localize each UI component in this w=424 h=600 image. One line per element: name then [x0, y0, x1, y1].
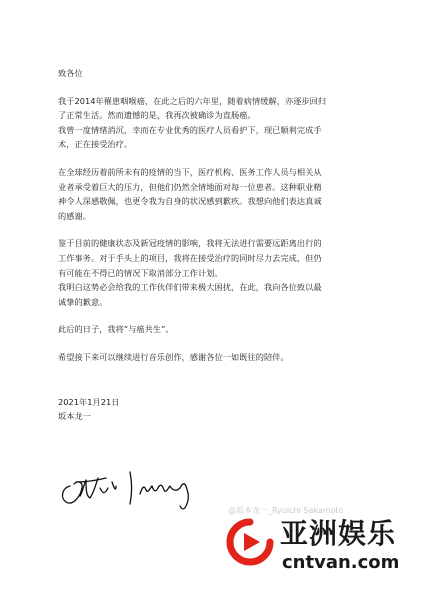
play-logo-icon [226, 518, 274, 566]
letter-author: 坂本龙一 [58, 411, 91, 422]
paragraph-line: 此后的日子，我将“与癌共生”。 [58, 324, 174, 335]
paragraph-line: 诚挚的歉意。 [58, 296, 108, 307]
paragraph-line: 我于2014年罹患咽喉癌，在此之后的六年里，随着病情缓解，亦逐步回归 [58, 95, 327, 106]
paragraph-line: 术，正在接受治疗。 [58, 139, 133, 150]
weibo-watermark: @坂本龙一_Ryuichi Sakamoto [228, 506, 344, 515]
paragraph-line: 我曾一度情绪消沉，幸而在专业优秀的医疗人员看护下，现已顺利完成手 [58, 124, 322, 135]
paragraph-line: 我明白这势必会给我的工作伙伴们带来极大困扰，在此，我向各位致以最 [58, 282, 322, 293]
paragraph-line: 鉴于目前的健康状态及新冠疫情的影响，我将无法进行需要远距离出行的 [58, 238, 322, 249]
logo-chinese-text: 亚洲娱乐 [280, 517, 397, 550]
paragraph-line: 业者承受着巨大的压力，但他们仍然全情地面对每一位患者。这种职业精 [58, 181, 322, 192]
handwritten-signature [56, 458, 216, 518]
site-logo [226, 512, 416, 582]
paragraph-line: 在全球经历着前所未有的疫情的当下，医疗机构、医务工作人员与相关从 [58, 166, 322, 177]
paragraph-line: 的感谢。 [58, 210, 91, 221]
letter-paragraph [58, 236, 388, 309]
letter-greeting: 致各位 [58, 68, 83, 78]
letter-date: 2021年1月21日 [58, 396, 120, 407]
paragraph-line: 神令人深感敬佩，也更令我为自身的状况感到歉疚。我想向他们表达真诚 [58, 196, 322, 207]
letter-body [58, 66, 388, 424]
paragraph-line: 工作事务。对于手头上的项目，我将在接受治疗的同时尽力去完成，但仍 [58, 252, 322, 263]
letter-paragraph [58, 165, 388, 223]
letter-paragraph [58, 322, 388, 337]
letter-paragraph [58, 94, 388, 152]
paragraph-line: 希望接下来可以继续进行音乐创作，感谢各位一如既往的陪伴。 [58, 351, 289, 362]
letter-paragraph [58, 350, 388, 365]
paragraph-line: 了正常生活。然而遗憾的是，我再次被确诊为直肠癌。 [58, 110, 256, 121]
logo-domain-text: cntvan.com [282, 552, 400, 573]
paragraph-line: 有可能在不得已的情况下取消部分工作计划。 [58, 267, 223, 278]
